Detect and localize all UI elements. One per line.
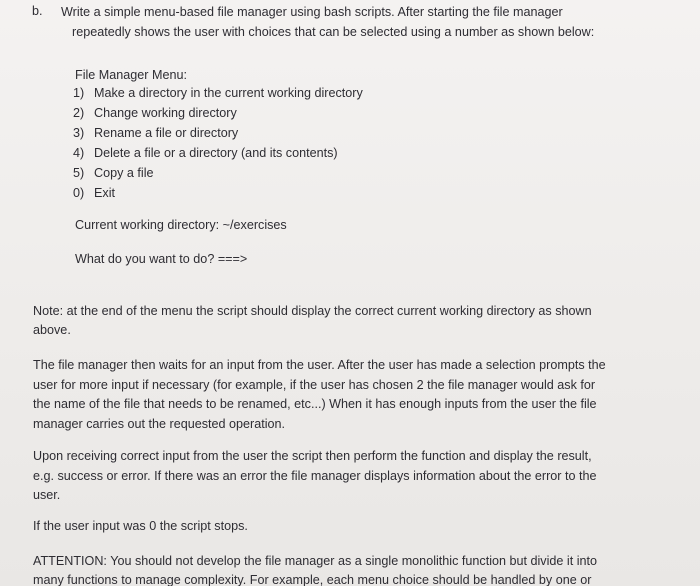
- wait-paragraph-line-3: the name of the file that needs to be renamed, etc...) When it has enough inputs from the user the file: [33, 397, 597, 411]
- attention-paragraph-line-2: many functions to manage complexity. For example, each menu choice should be handled by one or: [33, 573, 592, 586]
- wait-paragraph-line-2: user for more input if necessary (for example, if the user has chosen 2 the file manager would ask for: [33, 378, 596, 392]
- intro-line-2: repeatedly shows the user with choices that can be selected using a number as shown below:: [72, 25, 595, 39]
- menu-item-number: 3): [73, 126, 85, 140]
- menu-item-label: Exit: [94, 186, 115, 200]
- menu-item-number: 1): [73, 86, 85, 100]
- wait-paragraph-line-1: The file manager then waits for an input from the user. After the user has made a selection prompts the: [33, 358, 606, 372]
- wait-paragraph-line-4: manager carries out the requested operation.: [33, 417, 286, 431]
- intro-line-1: Write a simple menu-based file manager using bash scripts. After starting the file manager: [61, 5, 563, 19]
- result-paragraph-line-1: Upon receiving correct input from the user the script then perform the function and display the result,: [33, 449, 592, 463]
- current-working-directory-line: Current working directory: ~/exercises: [75, 218, 287, 232]
- result-paragraph-line-2: e.g. success or error. If there was an error the file manager displays information about the error to the: [33, 469, 597, 483]
- attention-paragraph-line-1: ATTENTION: You should not develop the file manager as a single monolithic function but divide it into: [33, 554, 598, 568]
- menu-item-number: 0): [73, 186, 85, 200]
- menu-item-number: 2): [73, 106, 85, 120]
- menu-item-label: Rename a file or directory: [94, 126, 239, 140]
- menu-item-label: Copy a file: [94, 166, 154, 180]
- question-marker: b.: [32, 4, 43, 18]
- menu-item-number: 4): [73, 146, 85, 160]
- note-line-1: Note: at the end of the menu the script should display the correct current working directory as shown: [33, 304, 592, 318]
- prompt-line: What do you want to do? ===>: [75, 252, 248, 266]
- stop-paragraph-line-1: If the user input was 0 the script stops.: [33, 519, 248, 533]
- menu-item-label: Make a directory in the current working directory: [94, 86, 363, 100]
- menu-item-number: 5): [73, 166, 85, 180]
- menu-title: File Manager Menu:: [75, 68, 187, 82]
- menu-item-label: Change working directory: [94, 106, 237, 120]
- result-paragraph-line-3: user.: [33, 488, 61, 502]
- menu-item-label: Delete a file or a directory (and its contents): [94, 146, 338, 160]
- note-line-2: above.: [33, 323, 71, 337]
